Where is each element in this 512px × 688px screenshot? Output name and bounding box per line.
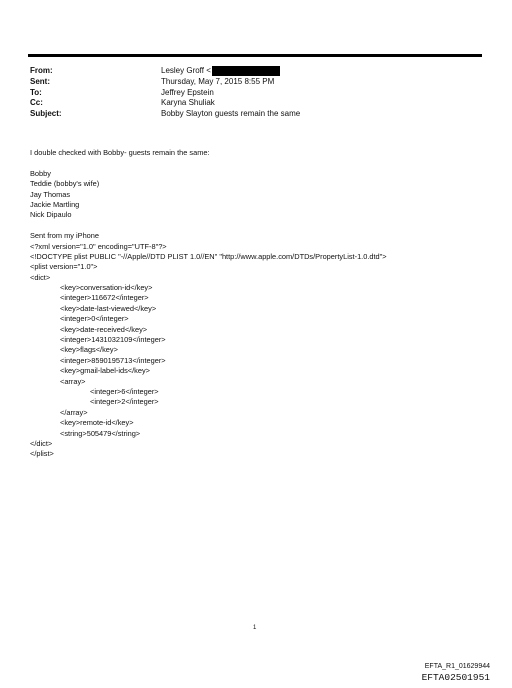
xml-line: <dict> <box>30 272 51 282</box>
bates-number-primary: EFTA_R1_01629944 <box>424 663 490 670</box>
xml-line: <plist version="1.0"> <box>30 262 98 272</box>
xml-line: </array> <box>60 407 88 417</box>
xml-line: <integer>1431032109</integer> <box>60 335 166 345</box>
xml-line: <key>flags</key> <box>60 345 118 355</box>
signature: Sent from my iPhone <box>30 231 100 241</box>
blank-line <box>30 221 387 231</box>
sent-label: Sent: <box>30 76 50 86</box>
guest-item: Bobby <box>30 168 51 178</box>
xml-line: <!DOCTYPE plist PUBLIC "-//Apple//DTD PLIST 1.0//EN" "http://www.apple.com/DTDs/PropertyList-1.0.dtd"> <box>30 251 387 261</box>
from-label: From: <box>30 66 53 75</box>
xml-line: <integer>0</integer> <box>60 314 129 324</box>
to-row <box>30 88 300 99</box>
bates-number-secondary: EFTA02501951 <box>421 672 490 683</box>
intro-text: I double checked with Bobby- guests remain the same: <box>30 148 210 157</box>
xml-line: <array> <box>60 376 86 386</box>
subject-row <box>30 109 300 120</box>
xml-line: <integer>8590195713</integer> <box>60 355 166 365</box>
xml-line: </plist> <box>30 449 54 459</box>
email-header <box>30 66 300 120</box>
redaction-box <box>212 66 280 76</box>
page-number: 1 <box>253 625 257 631</box>
xml-line: <integer>2</integer> <box>90 397 159 407</box>
cc-row <box>30 98 300 109</box>
xml-line: <key>date-last-viewed</key> <box>60 303 157 313</box>
xml-line: <key>remote-id</key> <box>60 418 134 428</box>
guest-item: Jackie Martling <box>30 199 80 209</box>
xml-line: <string>505479</string> <box>60 428 141 438</box>
from-row <box>30 66 300 77</box>
guest-item: Nick Dipaulo <box>30 210 72 220</box>
xml-line: <key>date-received</key> <box>60 324 148 334</box>
blank-line <box>30 158 387 168</box>
cc-label: Cc: <box>30 98 43 108</box>
xml-line: <integer>116672</integer> <box>60 293 149 303</box>
subject-label: Subject: <box>30 109 62 119</box>
to-value: Jeffrey Epstein <box>161 87 214 97</box>
guest-item: Teddie (bobby's wife) <box>30 179 100 189</box>
subject-value: Bobby Slayton guests remain the same <box>161 109 301 119</box>
cc-value: Karyna Shuliak <box>161 98 215 108</box>
sent-value: Thursday, May 7, 2015 8:55 PM <box>161 76 275 86</box>
xml-line: <?xml version="1.0" encoding="UTF-8"?> <box>30 241 167 251</box>
sent-row <box>30 77 300 88</box>
from-value <box>161 66 280 77</box>
header-rule <box>28 54 482 57</box>
xml-line: </dict> <box>30 438 53 448</box>
email-body <box>30 148 387 460</box>
to-label: To: <box>30 87 42 97</box>
from-name: Lesley Groff < <box>161 66 211 75</box>
guest-item: Jay Thomas <box>30 189 71 199</box>
xml-line: <integer>6</integer> <box>90 386 159 396</box>
xml-line: <key>gmail-label-ids</key> <box>60 366 150 376</box>
xml-line: <key>conversation-id</key> <box>60 283 153 293</box>
